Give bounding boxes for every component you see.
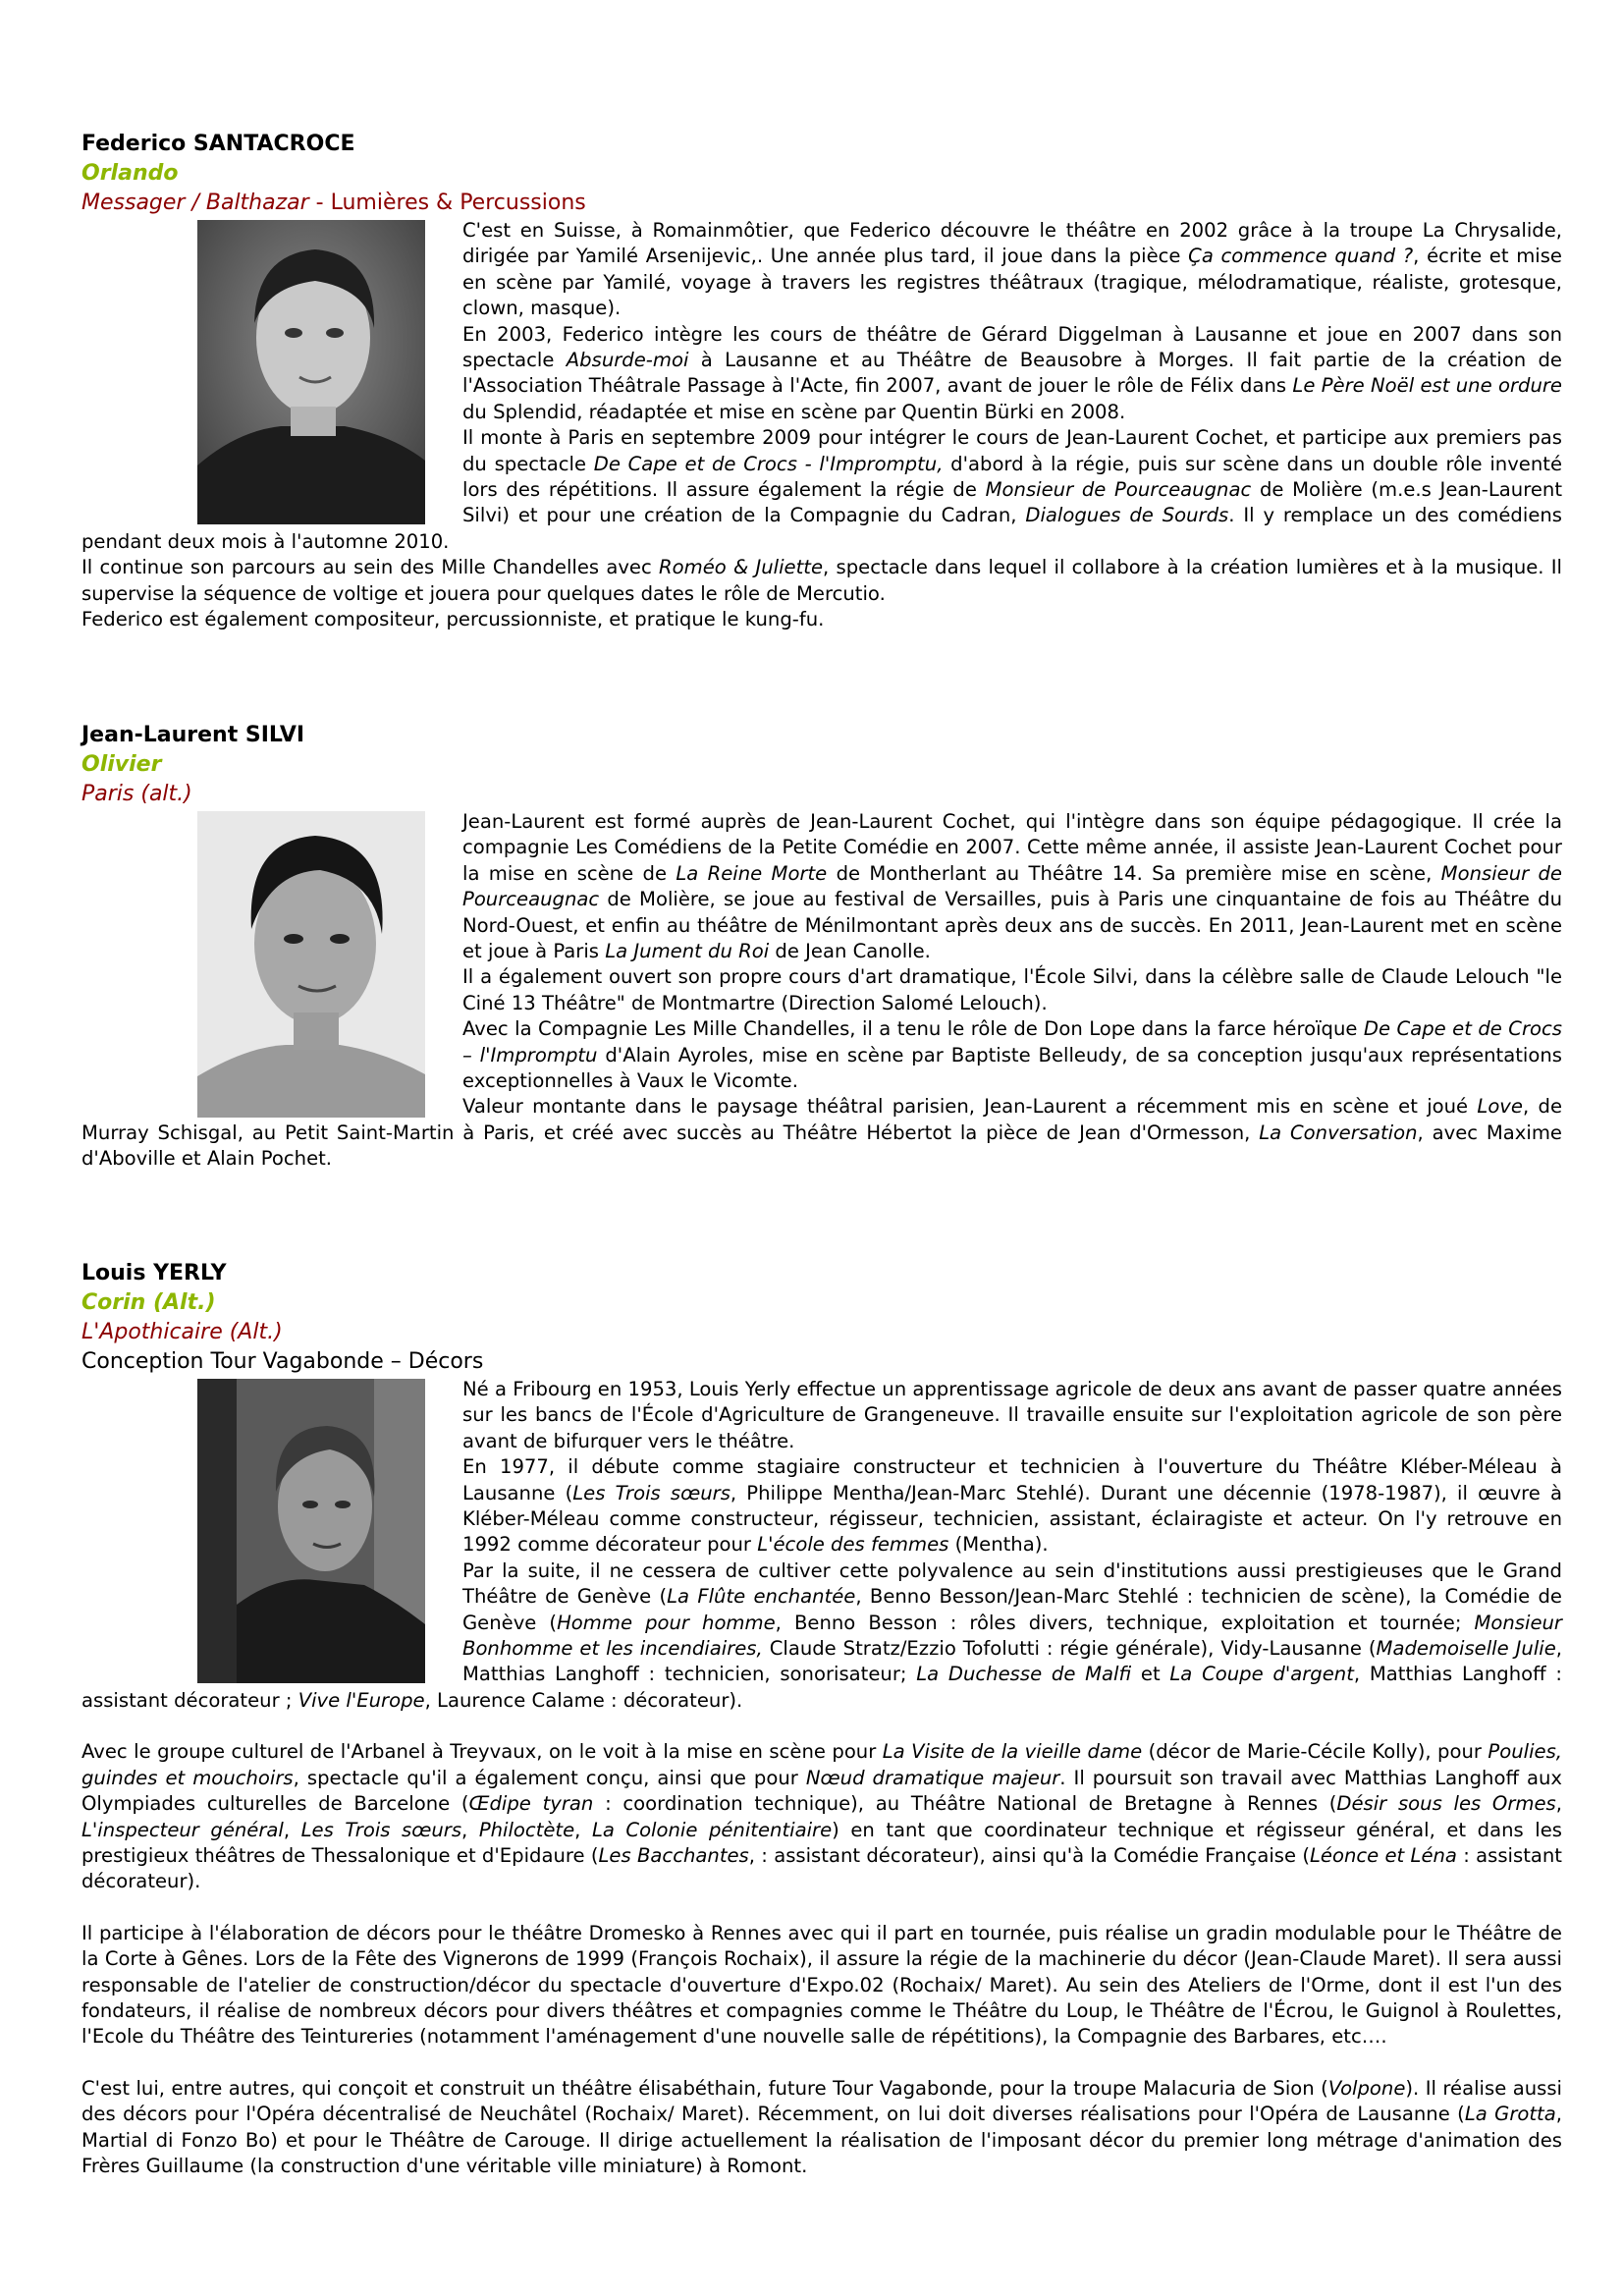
bio-paragraph: Avec le groupe culturel de l'Arbanel à Treyvaux, on le voit à la mise en scène pour La Visite de la vieille dame (décor de Marie-Cécile Kolly), pour Poulies, guindes et mouchoirs, spectacle qu'il a également conçu, ainsi que pour Nœud dramatique majeur. Il poursuit son travail avec Matthias Langhoff aux Olympiades culturelles de Barcelone (Œdipe tyran : coordination technique), au Théâtre National de Bretagne à Rennes (Désir sous les Ormes, L'inspecteur général, Les Trois sœurs, Philoctète, La Colonie pénitentiaire) en tant que coordinateur technique et régisseur général, et dans les prestigieux théâtres de Thessalonique et d'Epidaure (Les Bacchantes, : assistant décorateur), ainsi qu'à la Comédie Française (Léonce et Léna : assistant décorateur). [81,1740,1563,1893]
paragraph-gap [81,1895,1562,1921]
portrait-photo [197,220,425,524]
bio-paragraph: Il a également ouvert son propre cours d'art dramatique, l'École Silvi, dans la célèbre salle de Claude Lelouch "le Ciné 13 Théâtre" de Montmartre (Direction Salomé Lelouch). [462,965,1562,1014]
bio-role: Olivier [81,752,162,777]
bio-paragraph: Il monte à Paris en septembre 2009 pour intégrer le cours de Jean-Laurent Cochet, et participe aux premiers pas du spectacle De Cape et de Crocs - l'Impromptu, d'abord à la régie, puis sur scène dans un double rôle inventé lors des répétitions. Il assure également la régie de Monsieur de Pourceaugnac de Molière (m.e.s Jean-Laurent Silvi) et pour une création de la Compagnie du Cadran, Dialogues de Sourds. Il y remplace un des comédiens pendant deux mois à l'automne 2010. [81,426,1563,553]
bio-subtitle [81,780,1562,809]
bio-federico-santacroce [81,130,1562,633]
bio-text [81,1377,1562,2179]
bio-paragraph: En 2003, Federico intègre les cours de théâtre de Gérard Diggelman à Lausanne et joue en 2007 dans son spectacle Absurde-moi à Lausanne et au Théâtre de Beausobre à Morges. Il fait partie de la création de l'Association Théâtrale Passage à l'Acte, fin 2007, avant de jouer le rôle de Félix dans Le Père Noël est une ordure du Splendid, réadaptée et mise en scène par Quentin Bürki en 2008. [462,322,1562,423]
bio-name: Louis YERLY [81,1261,227,1285]
bio-subtitle-italic: Paris (alt.) [81,782,192,806]
portrait-photo [197,811,425,1118]
bio-subtitle-extra: Conception Tour Vagabonde – Décors [81,1349,484,1374]
bio-paragraph: Il continue son parcours au sein des Mille Chandelles avec Roméo & Juliette, spectacle dans lequel il collabore à la création lumières et à la musique. Il supervise la séquence de voltige et jouera pour quelques dates le rôle de Mercutio. [81,556,1562,605]
paragraph-gap [81,2050,1562,2076]
bio-louis-yerly [81,1259,1562,2179]
bio-paragraph: Federico est également compositeur, percussionniste, et pratique le kung-fu. [81,608,825,631]
bio-role: Orlando [81,161,179,186]
bio-jean-laurent-silvi [81,721,1562,1173]
bio-name: Jean-Laurent SILVI [81,723,305,747]
bio-paragraph: Avec la Compagnie Les Mille Chandelles, il a tenu le rôle de Don Lope dans la farce héroïque De Cape et de Crocs – l'Impromptu d'Alain Ayroles, mise en scène par Baptiste Belleudy, de sa conception jusqu'aux représentations exceptionnelles à Vaux le Vicomte. [462,1017,1563,1093]
bio-paragraph: C'est lui, entre autres, qui conçoit et construit un théâtre élisabéthain, future Tour Vagabonde, pour la troupe Malacuria de Sion (Volpone). Il réalise aussi des décors pour l'Opéra décentralisé de Neuchâtel (Rochaix/ Maret). Récemment, on lui doit diverses réalisations pour l'Opéra de Lausanne (La Grotta, Martial di Fonzo Bo) et pour le Théâtre de Carouge. Il dirige actuellement la réalisation de l'imposant décor du premier long métrage d'animation des Frères Guillaume (la construction d'une véritable ville miniature) à Romont. [81,2076,1562,2177]
bio-paragraph: Il participe à l'élaboration de décors pour le théâtre Dromesko à Rennes avec qui il part en tournée, puis réalise un gradin modulable pour le Théâtre de la Corte à Gênes. Lors de la Fête des Vignerons de 1999 (François Rochaix), il assure la régie de la machinerie du décor (Jean-Claude Maret). Il sera aussi responsable de l'atelier de construction/décor du spectacle d'ouverture d'Expo.02 (Rochaix/ Maret). Au sein des Ateliers de l'Orme, dont il est l'un des fondateurs, il réalise de nombreux décors pour divers théâtres et compagnies comme le Théâtre du Loup, le Théâtre de l'Écrou, le Guignol à Roulettes, l'Ecole du Théâtre des Teintureries (notamment l'aménagement d'une nouvelle salle de répétitions), la Compagnie des Barbares, etc…. [81,1921,1562,2049]
bio-paragraph: C'est en Suisse, à Romainmôtier, que Federico découvre le théâtre en 2002 grâce à la troupe La Chrysalide, dirigée par Yamilé Arsenijevic,. Une année plus tard, il joue dans la pièce Ça commence quand ?, écrite et mise en scène par Yamilé, voyage à travers les registres théâtraux (tragique, mélodramatique, réaliste, grotesque, clown, masque). [462,219,1562,320]
bio-role: Corin (Alt.) [81,1290,216,1315]
paragraph-gap [81,1714,1562,1739]
bio-subtitle [81,1318,1562,1347]
portrait-photo [197,1379,425,1683]
bio-subtitle-italic: L'Apothicaire (Alt.) [81,1320,283,1344]
bio-text [81,218,1562,633]
bio-paragraph: Né a Fribourg en 1953, Louis Yerly effectue un apprentissage agricole de deux ans avant de passer quatre années sur les bancs de l'École d'Agriculture de Grangeneuve. Il travaille ensuite sur l'exploitation agricole de son père avant de bifurquer vers le théâtre. [462,1378,1562,1452]
bio-paragraph: Valeur montante dans le paysage théâtral parisien, Jean-Laurent a récemment mis en scène et joué Love, de Murray Schisgal, au Petit Saint-Martin à Paris, et créé avec succès au Théâtre Hébertot la pièce de Jean d'Ormesson, La Conversation, avec Maxime d'Aboville et Alain Pochet. [81,1095,1562,1171]
bio-paragraph: Par la suite, il ne cessera de cultiver cette polyvalence au sein d'institutions aussi prestigieuses que le Grand Théâtre de Genève (La Flûte enchantée, Benno Besson/Jean-Marc Stehlé : technicien de scène), la Comédie de Genève (Homme pour homme, Benno Besson : rôles divers, technique, exploitation et tournée; Monsieur Bonhomme et les incendiaires, Claude Stratz/Ezzio Tofolutti : régie générale), Vidy-Lausanne (Mademoiselle Julie, Matthias Langhoff : technicien, sonorisateur; La Duchesse de Malfi et La Coupe d'argent, Matthias Langhoff : assistant décorateur ; Vive l'Europe, Laurence Calame : décorateur). [81,1558,1562,1712]
bio-paragraph: En 1977, il débute comme stagiaire constructeur et technicien à l'ouverture du Théâtre Kléber-Méleau à Lausanne (Les Trois sœurs, Philippe Mentha/Jean-Marc Stehlé). Durant une décennie (1978-1987), il œuvre à Kléber-Méleau comme constructeur, régisseur, technicien, assistant, éclairagiste et acteur. On l'y retrouve en 1992 comme décorateur pour L'école des femmes (Mentha). [462,1455,1562,1557]
bio-paragraph: Jean-Laurent est formé auprès de Jean-Laurent Cochet, qui l'intègre dans son équipe pédagogique. Il crée la compagnie Les Comédiens de la Petite Comédie en 2007. Cette même année, il assiste Jean-Laurent Cochet pour la mise en scène de La Reine Morte de Montherlant au Théâtre 14. Sa première mise en scène, Monsieur de Pourceaugnac de Molière, se joue au festival de Versailles, puis à Paris une cinquantaine de fois au Théâtre du Nord-Ouest, et enfin au théâtre de Ménilmontant après deux ans de succès. En 2011, Jean-Laurent met en scène et joue à Paris La Jument du Roi de Jean Canolle. [462,810,1562,963]
bio-subtitle [81,189,1562,218]
bio-name: Federico SANTACROCE [81,132,355,156]
bio-subtitle-rest: - Lumières & Percussions [308,191,586,215]
bio-text [81,809,1562,1173]
bio-subtitle-italic: Messager / Balthazar [81,191,309,215]
